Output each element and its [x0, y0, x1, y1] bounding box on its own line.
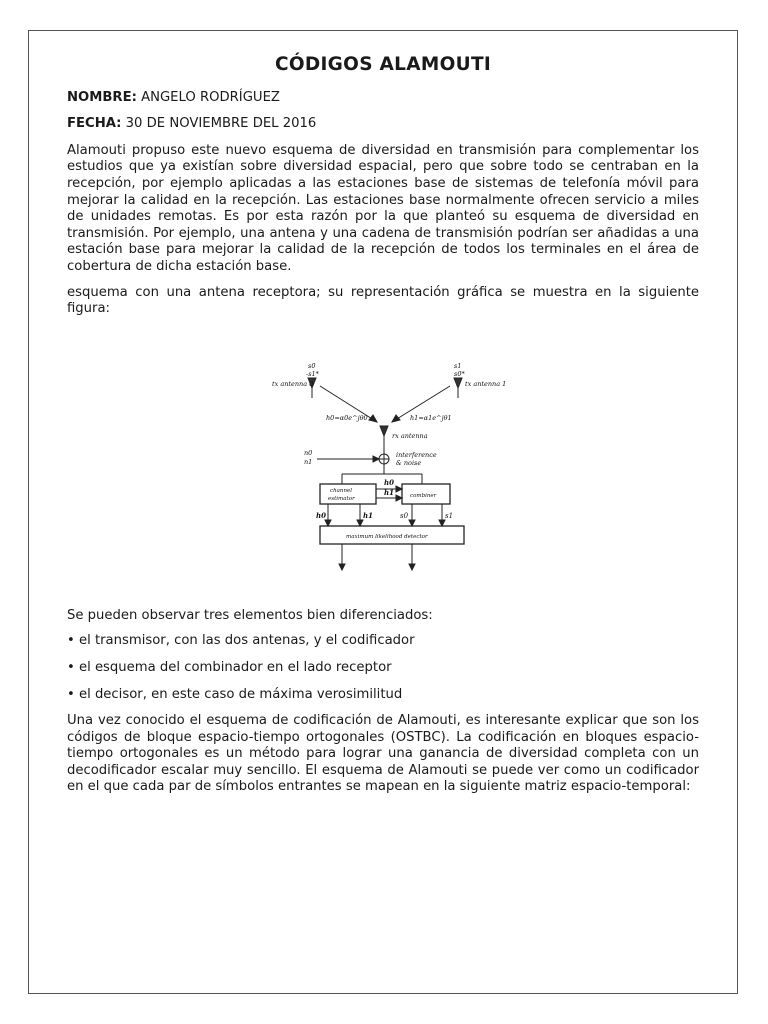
name-label: NOMBRE:	[67, 89, 137, 105]
paragraph-figure-ref: esquema con una antena receptora; su representación gráfica se muestra en la siguiente figura:	[67, 284, 699, 317]
s0-top-label: s0	[308, 361, 316, 370]
h0-mid-label: h0	[384, 477, 394, 487]
bullet-item: • el transmisor, con las dos antenas, y el codificador	[67, 633, 415, 649]
document-body	[67, 54, 699, 805]
estimator-label-line-1: channel	[330, 487, 352, 494]
name-field	[67, 90, 699, 107]
s1-conj-neg-label: -s1*	[306, 369, 319, 378]
name-value: ANGELO RODRÍGUEZ	[141, 89, 280, 105]
rx-antenna-icon	[380, 426, 388, 436]
h0-channel-label: h0=α0e^jθ0	[326, 413, 368, 422]
bullet-item: • el decisor, en este caso de máxima verosimilitud	[67, 686, 403, 702]
s1-out-label: s1	[445, 511, 454, 520]
date-field	[67, 116, 699, 133]
paragraph-ostbc: Una vez conocido el esquema de codificación de Alamouti, es interesante explicar que son los códigos de bloque espacio-tiempo ortogonales (OSTBC). La codificación en bloques espacio-tiempo ortogonales es un método para lograr una ganancia de diversidad completa con un decodificador escalar muy sencillo. El esquema de Alamouti se puede ver como un codificador en el que cada par de símbolos entrantes se mapean en la siguiente matriz espacio-temporal:	[67, 713, 699, 795]
tx-antenna-1-icon	[454, 378, 462, 388]
s0-conj-label: s0*	[454, 369, 465, 378]
h1-mid-label: h1	[384, 487, 394, 497]
h1-channel-label: h1=α1e^jθ1	[410, 413, 452, 422]
date-value: 30 DE NOVIEMBRE DEL 2016	[125, 116, 317, 132]
h1-out-label: h1	[363, 510, 373, 520]
paragraph-intro: Alamouti propuso este nuevo esquema de diversidad en transmisión para complementar los estudios que ya existían sobre diversidad espacial, pero que sobre todo se centraban en la recepción, por ejemplo aplicadas a las estaciones base de sistemas de telefonía móvil para mejorar la calidad en la recepción. Las estaciones base normalmente ofrecen servicio a miles de unidades remotas. Es por esta razón por la que planteó su esquema de diversidad en transmisión. Por ejemplo, una antena y una cadena de transmisión podrían ser añadidas a una estación base para mejorar la calidad de la recepción de todos los terminales en el área de cobertura de dicha estación base.	[67, 142, 699, 274]
combiner-label: combiner	[410, 492, 437, 499]
tx1-label: tx antenna 1	[465, 379, 507, 388]
noise-label-line-1: interference	[396, 450, 437, 459]
h0-out-label: h0	[316, 510, 326, 520]
estimator-label-line-2: estimator	[328, 495, 355, 502]
n0-label: n0	[304, 448, 313, 457]
date-label: FECHA:	[67, 116, 122, 132]
tx0-label: tx antenna 0	[272, 379, 314, 388]
bullet-item: • el esquema del combinador en el lado receptor	[67, 659, 392, 675]
noise-label-line-2: & noise	[396, 458, 422, 467]
s0-out-label: s0	[400, 511, 409, 520]
s1-top-label: s1	[454, 361, 462, 370]
rx-antenna-label: rx antenna	[392, 431, 428, 440]
alamouti-diagram-svg	[272, 358, 507, 578]
n1-label: n1	[304, 457, 313, 466]
document-title: CÓDIGOS ALAMOUTI	[274, 54, 492, 75]
paragraph-elements: Se pueden observar tres elementos bien diferenciados:	[67, 607, 433, 623]
detector-label: maximum likelihood detector	[346, 533, 428, 540]
alamouti-diagram	[67, 358, 699, 588]
